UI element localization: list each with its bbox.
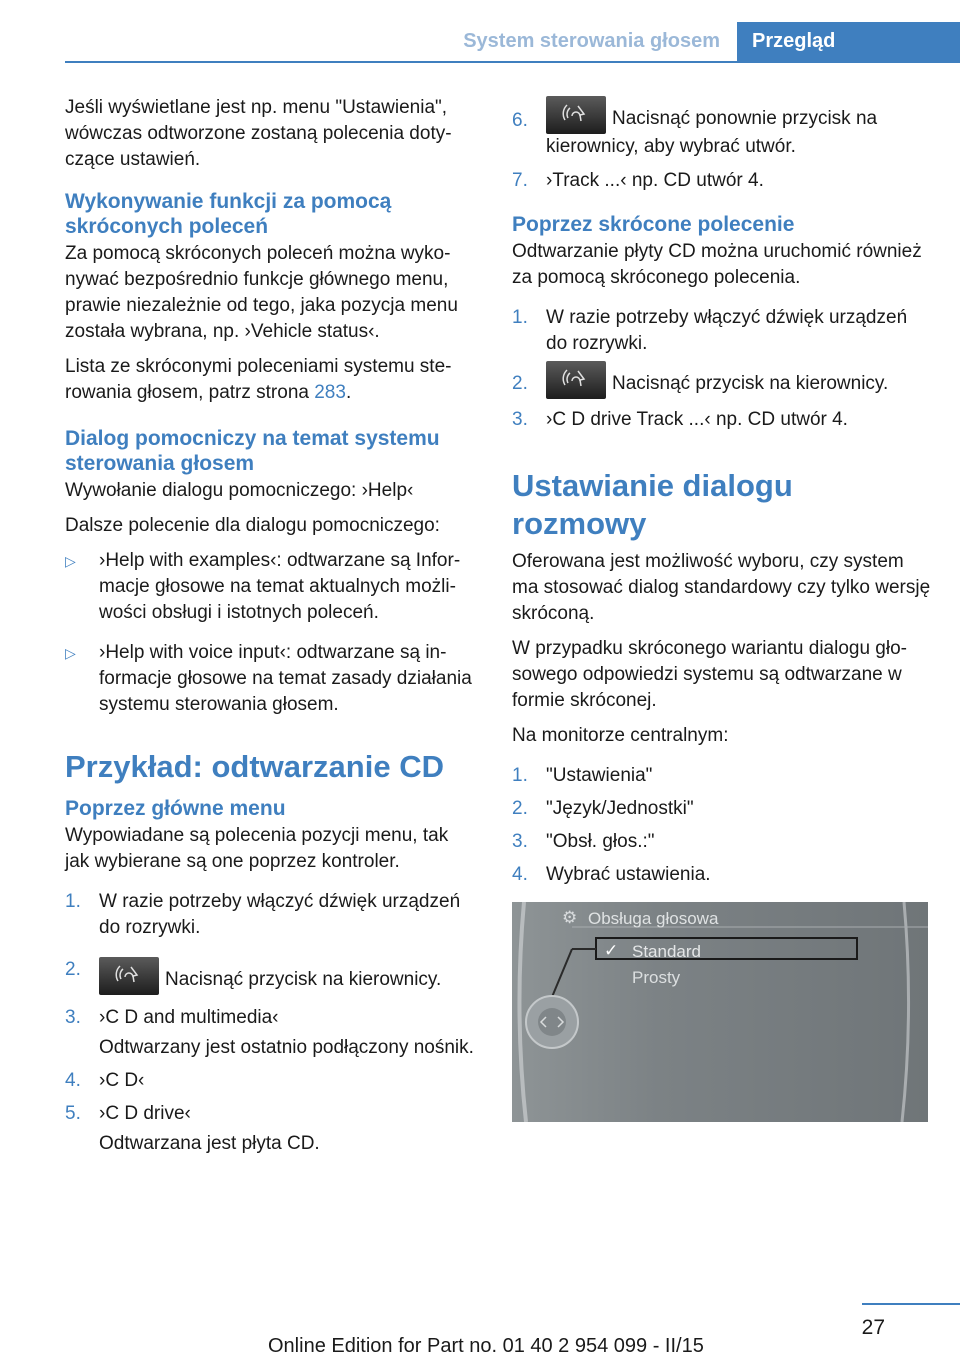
step-number: 4. [512,864,528,885]
list-item [512,829,932,855]
list-item [65,1101,475,1157]
gear-icon: ⚙ [562,908,578,927]
screen-title: Obsługa głosowa [588,909,719,928]
bullet-text: ›Help with voice input‹: odtwarzane są informacje głosowe na temat zasady działania systemu sterowania głosem. [99,642,472,715]
list-item [65,957,475,995]
step-body [546,361,932,399]
list-item [512,407,932,433]
check-icon: ✓ [604,941,619,960]
header-section-title: System sterowania głosem [463,30,720,52]
dialog-paragraph-1: Oferowana jest możliwość wyboru, czy system ma stosować dialog standardowy czy tylko wersję skróconą. [512,551,931,624]
step-number: 1. [512,307,528,328]
step-text: Nacisnąć przycisk na kierownicy. [612,373,889,394]
main-menu-paragraph: Wypowiadane są polecenia pozycji menu, tak jak wybierane są one poprzez kontroler. [65,825,449,872]
list-item [65,889,475,941]
list-item [512,305,932,357]
step-body [99,1101,475,1157]
step-number: 3. [512,831,528,852]
page-number: 27 [861,1316,885,1339]
heading-main-menu: Poprzez główne menu [65,797,286,820]
bullet-marker: ▷ [65,645,76,661]
footer-rule [862,1303,960,1305]
heading-short-command: Poprzez skrócone polecenie [512,213,795,236]
heading-cd-example: Przykład: odtwarzanie CD [65,749,444,784]
step-text: "Ustawienia" [546,765,653,786]
list-item [512,862,932,888]
step-note: Odtwarzana jest płyta CD. [99,1133,320,1154]
list-item [65,1068,475,1094]
step-number: 4. [65,1070,81,1091]
right-column [512,108,932,1122]
voice-button-icon [99,957,159,995]
step-text: ›C D drive‹ [99,1103,191,1124]
heading-help-dialog: Dialog pomocniczy na temat systemu sterowania głosem [65,427,440,475]
list-item [512,371,932,399]
shortcuts-list-text: Lista ze skróconymi poleceniami systemu sterowania głosem, patrz strona [65,356,452,403]
option-prosty[interactable]: Prosty [632,968,681,987]
step-number: 7. [512,170,528,191]
step-number: 2. [65,959,81,980]
header-chapter-tab: Przegląd [737,22,960,62]
step-number: 3. [65,1007,81,1028]
step-text: W razie potrzeby włączyć dźwięk urządzeń do rozrywki. [546,307,908,354]
step-number: 1. [65,891,81,912]
step-number: 1. [512,765,528,786]
step-body [546,96,932,160]
bullet-text: ›Help with examples‹: odtwarzane są Informacje głosowe na temat aktualnych możliwości obsługi i istotnych poleceń. [99,550,461,623]
step-text: Nacisnąć ponownie przycisk na kierownicy, aby wybrać utwór. [546,108,878,157]
heading-dialog-settings: Ustawianie dialogu rozmowy [512,468,793,541]
list-item [512,796,932,822]
intro-paragraph: Jeśli wyświetlane jest np. menu "Ustawienia", wówczas odtworzone zostaną polecenia dotyczące ustawień. [65,97,452,170]
list-item [512,763,932,789]
list-item [65,548,475,626]
step-text: "Język/Jednostki" [546,798,694,819]
step-text: ›C D and multimedia‹ [99,1007,279,1028]
monitor-screenshot [512,902,928,1122]
step-text: ›C D‹ [99,1070,145,1091]
edition-note: Online Edition for Part no. 01 40 2 954 099 - II/15 [268,1335,704,1357]
voice-button-icon [546,96,606,134]
short-command-paragraph: Odtwarzanie płyty CD można uruchomić również za pomocą skróconego polecenia. [512,241,922,288]
list-item [512,168,932,194]
help-more-paragraph: Dalsze polecenie dla dialogu pomocniczego: [65,515,440,536]
help-call-paragraph: Wywołanie dialogu pomocniczego: ›Help‹ [65,480,414,501]
dialog-paragraph-3: Na monitorze centralnym: [512,725,729,746]
page-link-283[interactable]: 283 [314,382,346,403]
list-item [512,108,932,160]
shortcuts-list-end: . [345,382,352,403]
left-column [65,95,475,1164]
bullet-marker: ▷ [65,553,76,569]
list-item [65,640,475,718]
shortcuts-list-paragraph [65,354,475,406]
step-text: Nacisnąć przycisk na kierownicy. [165,969,442,990]
voice-button-icon [546,361,606,399]
heading-shortcuts: Wykonywanie funkcji za pomocą skróconych poleceń [65,190,392,238]
step-text: Wybrać ustawienia. [546,864,711,885]
step-text: ›C D drive Track ...‹ np. CD utwór 4. [546,409,848,430]
step-note: Odtwarzany jest ostatnio podłączony nośnik. [99,1037,474,1058]
step-text: W razie potrzeby włączyć dźwięk urządzeń do rozrywki. [99,891,461,938]
dialog-paragraph-2: W przypadku skróconego wariantu dialogu głosowego odpowiedzi systemu są odtwarzane w formie skróconej. [512,638,907,711]
step-body [99,1005,475,1061]
shortcuts-paragraph: Za pomocą skróconych poleceń można wykonywać bezpośrednio funkcje głównego menu, prawie niezależnie od tego, jaka pozycja menu została wybrana, np. ›Vehicle status‹. [65,243,458,342]
step-text: ›Track ...‹ np. CD utwór 4. [546,170,764,191]
step-number: 2. [512,798,528,819]
step-number: 3. [512,409,528,430]
step-body [99,957,475,995]
step-number: 6. [512,110,528,131]
step-text: "Obsł. głos.:" [546,831,655,852]
step-number: 5. [65,1103,81,1124]
list-item [65,1005,475,1061]
option-standard[interactable]: Standard [632,942,701,961]
step-number: 2. [512,373,528,394]
